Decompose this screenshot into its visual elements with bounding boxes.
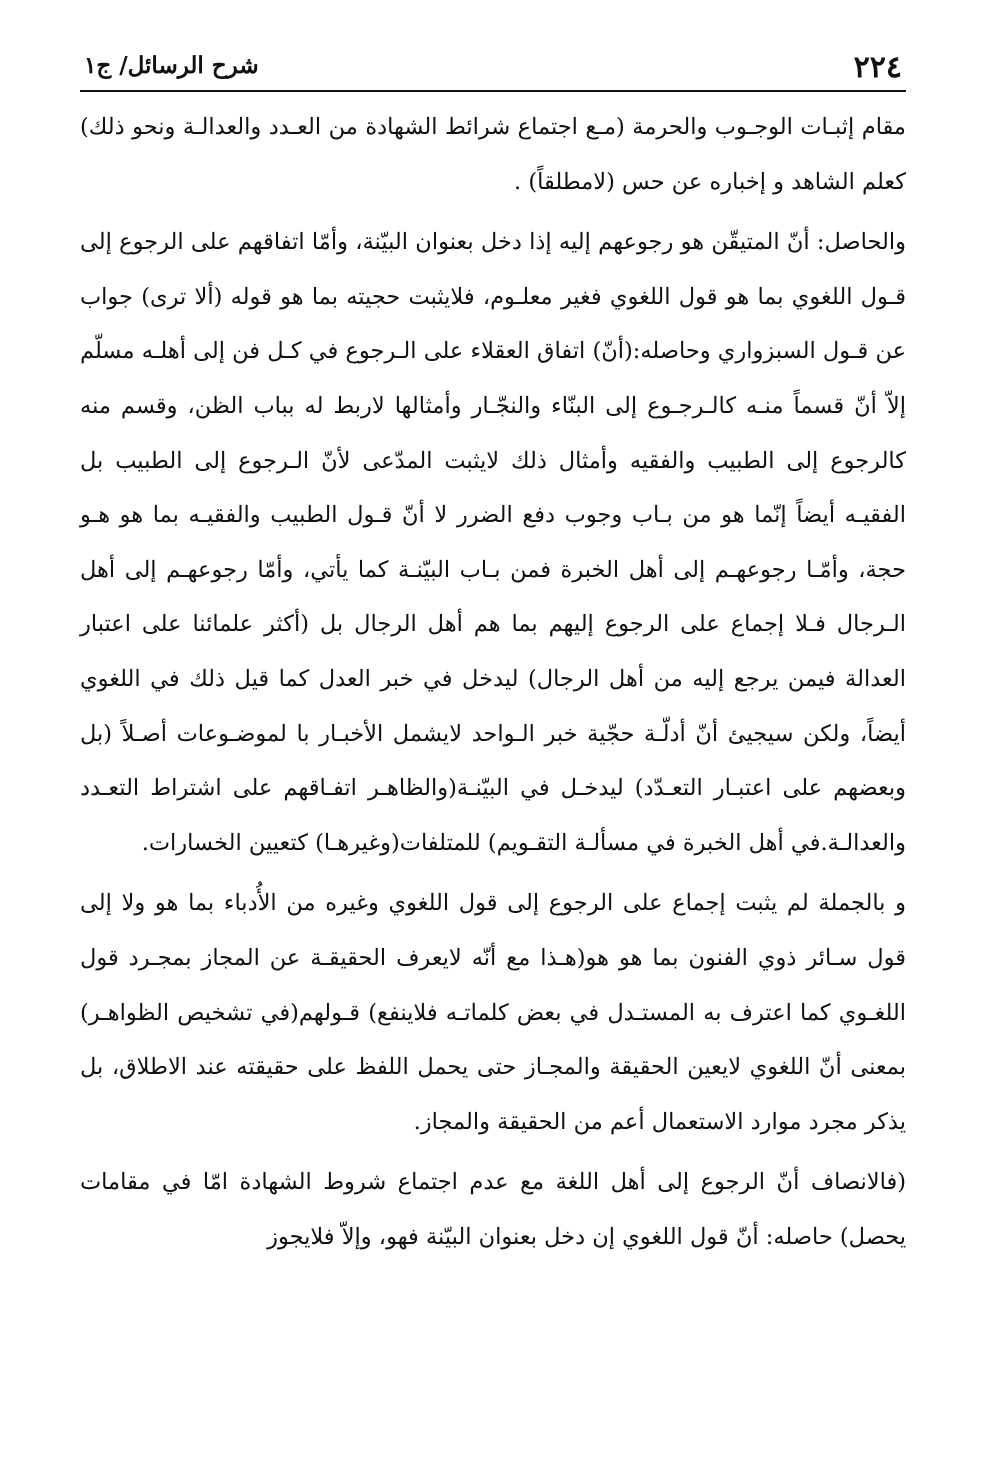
paragraph: و بالجملة لم يثبت إجماع على الرجوع إلى قول اللغوي وغيره من الأُدباء بما هو ولا إلى قول سـائر ذوي الفنون بما هو هو(هـذا مع أنّه لايعرف الحقيقـة عن المجاز بمجـرد قول اللغـوي كما اعترف به المستـدل في بعض كلماتـه فلاينفع) قـولهم(في تشخيص الظواهـر) بمعنى أنّ اللغوي لايعين الحقيقة والمجـاز حتى يحمل اللفظ على حقيقته عند الاطلاق، بل يذكر مجرد موارد الاستعمال أعم من الحقيقة والمجاز.: [80, 890, 906, 1135]
book-page: [80, 44, 906, 1434]
running-title: شرح الرسائل/ ج١: [84, 52, 259, 79]
paragraph: والحاصل: أنّ المتيقّن هو رجوعهم إليه إذا دخل بعنوان البيّنة، وأمّا اتفاقهم على الرجوع إلى قـول اللغوي بما هو قول اللغوي فغير معلـوم، فلايثبت حجيته بما هو قوله (ألا ترى) جواب عن قـول السبزواري وحاصله:(أنّ) اتفاق العقلاء على الـرجوع في كـل فن إلى أهلـه مسلّم إلاّ أنّ قسماً منـه كالـرجـوع إلى البنّاء والنجّـار وأمثالها لاربط له بباب الظن، وقسم منه كالرجوع إلى الطبيب والفقيه وأمثال ذلك لايثبت المدّعى لأنّ الـرجوع إلى الطبيب بل الفقيـه أيضاً إنّما هو من بـاب وجوب دفع الضرر لا أنّ قـول الطبيب والفقيـه بما هو هـو حجة، وأمّـا رجوعهـم إلى أهل الخبرة فمن بـاب البيّنـة كما يأتي، وأمّا رجوعهـم إلى أهل الـرجال فـلا إجماع على الرجوع إليهم بما هم أهل الرجال بل (أكثر علمائنا على اعتبار العدالة فيمن يرجع إليه من أهل الرجال) ليدخل في خبر العدل كما قيل ذلك في اللغوي أيضاً، ولكن سيجيئ أنّ أدلّـة حجّية خبر الـواحد لايشمل الأخبـار با لموضـوعات أصـلاً (بل وبعضهم على اعتبـار التعـدّد) ليدخـل في البيّنـة(والظاهـر اتفـاقهم على اشتراط التعـدد والعدالـة.في أهل الخبرة في مسألـة التقـويم) للمتلفات(وغيرهـا) كتعيين الخسارات.: [80, 229, 906, 856]
paragraph: (فالانصاف أنّ الرجوع إلى أهل اللغة مع عدم اجتماع شروط الشهادة امّا في مقامات يحصل) حاصله: أنّ قول اللغوي إن دخل بعنوان البيّنة فهو، وإلاّ فلايجوز: [80, 1169, 906, 1250]
page-header: [80, 44, 906, 92]
body-text: [80, 100, 906, 1264]
page-number: ٢٢٤: [853, 50, 902, 85]
paragraph: مقام إثبـات الوجـوب والحرمة (مـع اجتماع شرائط الشهادة من العـدد والعدالـة ونحو ذلك) كعلم الشاهد و إخباره عن حس (لامطلقاً) .: [80, 114, 906, 195]
